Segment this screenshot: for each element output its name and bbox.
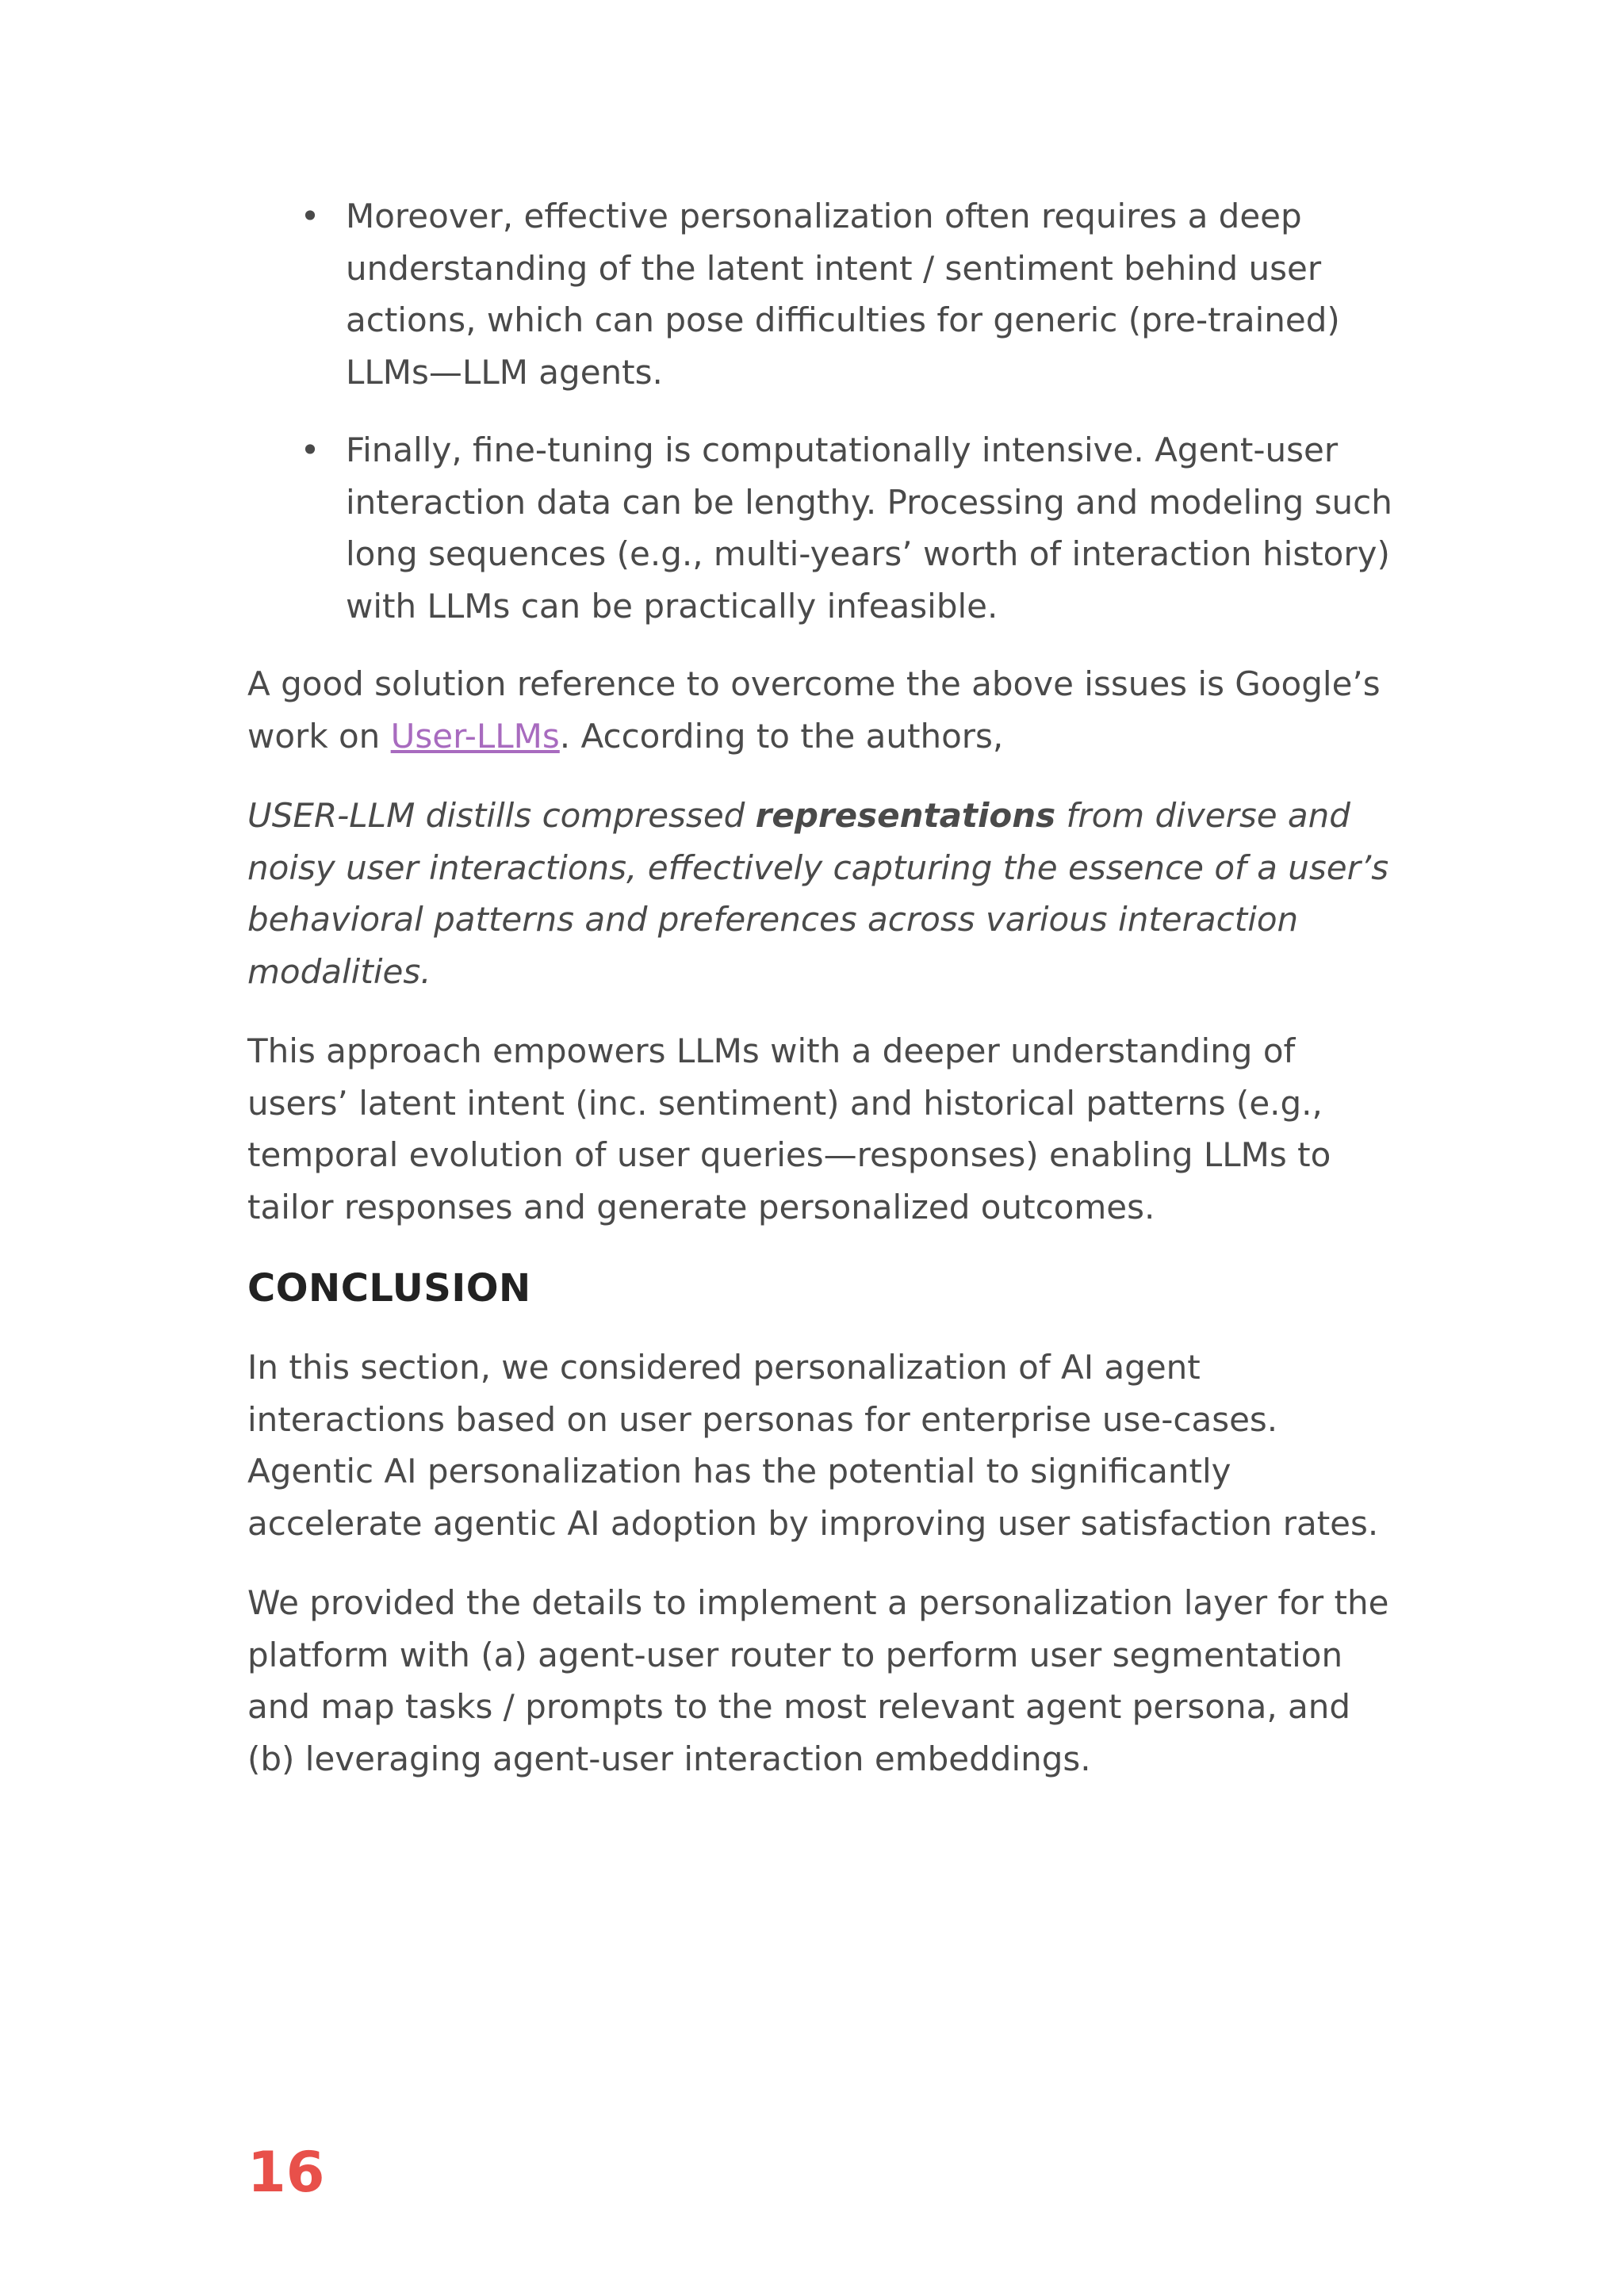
quote-text-after: from diverse and noisy user interactions, effectively capturing the essence of a user’s behavioral patterns and preferences across various interaction modalities. bbox=[247, 796, 1389, 991]
bullet-icon: • bbox=[300, 197, 320, 235]
user-llms-link[interactable]: User-LLMs bbox=[390, 716, 560, 756]
section-heading: CONCLUSION bbox=[247, 1266, 531, 1311]
page-number: 16 bbox=[247, 2140, 325, 2205]
bullet-icon: • bbox=[300, 430, 320, 469]
quote-bold-text: representations bbox=[755, 796, 1056, 835]
bullet-text: Moreover, effective personalization often requires a deep understanding of the latent intent / sentiment behind user actions, which can pose difficulties for generic (pre-trained) LLMs—LLM agents. bbox=[346, 197, 1340, 392]
reference-paragraph bbox=[247, 658, 1405, 762]
approach-paragraph: This approach empowers LLMs with a deeper understanding of users’ latent intent (inc. sentiment) and historical patterns (e.g., temporal evolution of user queries—responses) enabling LLMs to tailor responses and generate personalized outcomes. bbox=[247, 1031, 1331, 1226]
page-content bbox=[247, 190, 1405, 1812]
quote-text-before: USER-LLM distills compressed bbox=[247, 796, 756, 835]
bullet-text: Finally, fine-tuning is computationally intensive. Agent-user interaction data can be lengthy. Processing and modeling such long sequences (e.g., multi-years’ worth of interaction history) with LLMs can be practically infeasible. bbox=[346, 430, 1392, 626]
list-item bbox=[247, 190, 1405, 398]
conclusion-paragraph-1: In this section, we considered personalization of AI agent interactions based on user personas for enterprise use-cases. Agentic AI personalization has the potential to significantly accelerate agentic AI adoption by improving user satisfaction rates. bbox=[247, 1348, 1379, 1543]
quote-paragraph bbox=[247, 790, 1405, 997]
reference-text-before: A good solution reference to overcome the above issues is Google’s work on bbox=[247, 664, 1381, 756]
reference-text-after: . According to the authors, bbox=[559, 716, 1004, 756]
conclusion-paragraph-2: We provided the details to implement a personalization layer for the platform with (a) agent-user router to perform user segmentation and map tasks / prompts to the most relevant agent persona, and (b) leveraging agent-user interaction embeddings. bbox=[247, 1583, 1389, 1778]
list-item bbox=[247, 424, 1405, 632]
bullet-list bbox=[247, 190, 1405, 632]
